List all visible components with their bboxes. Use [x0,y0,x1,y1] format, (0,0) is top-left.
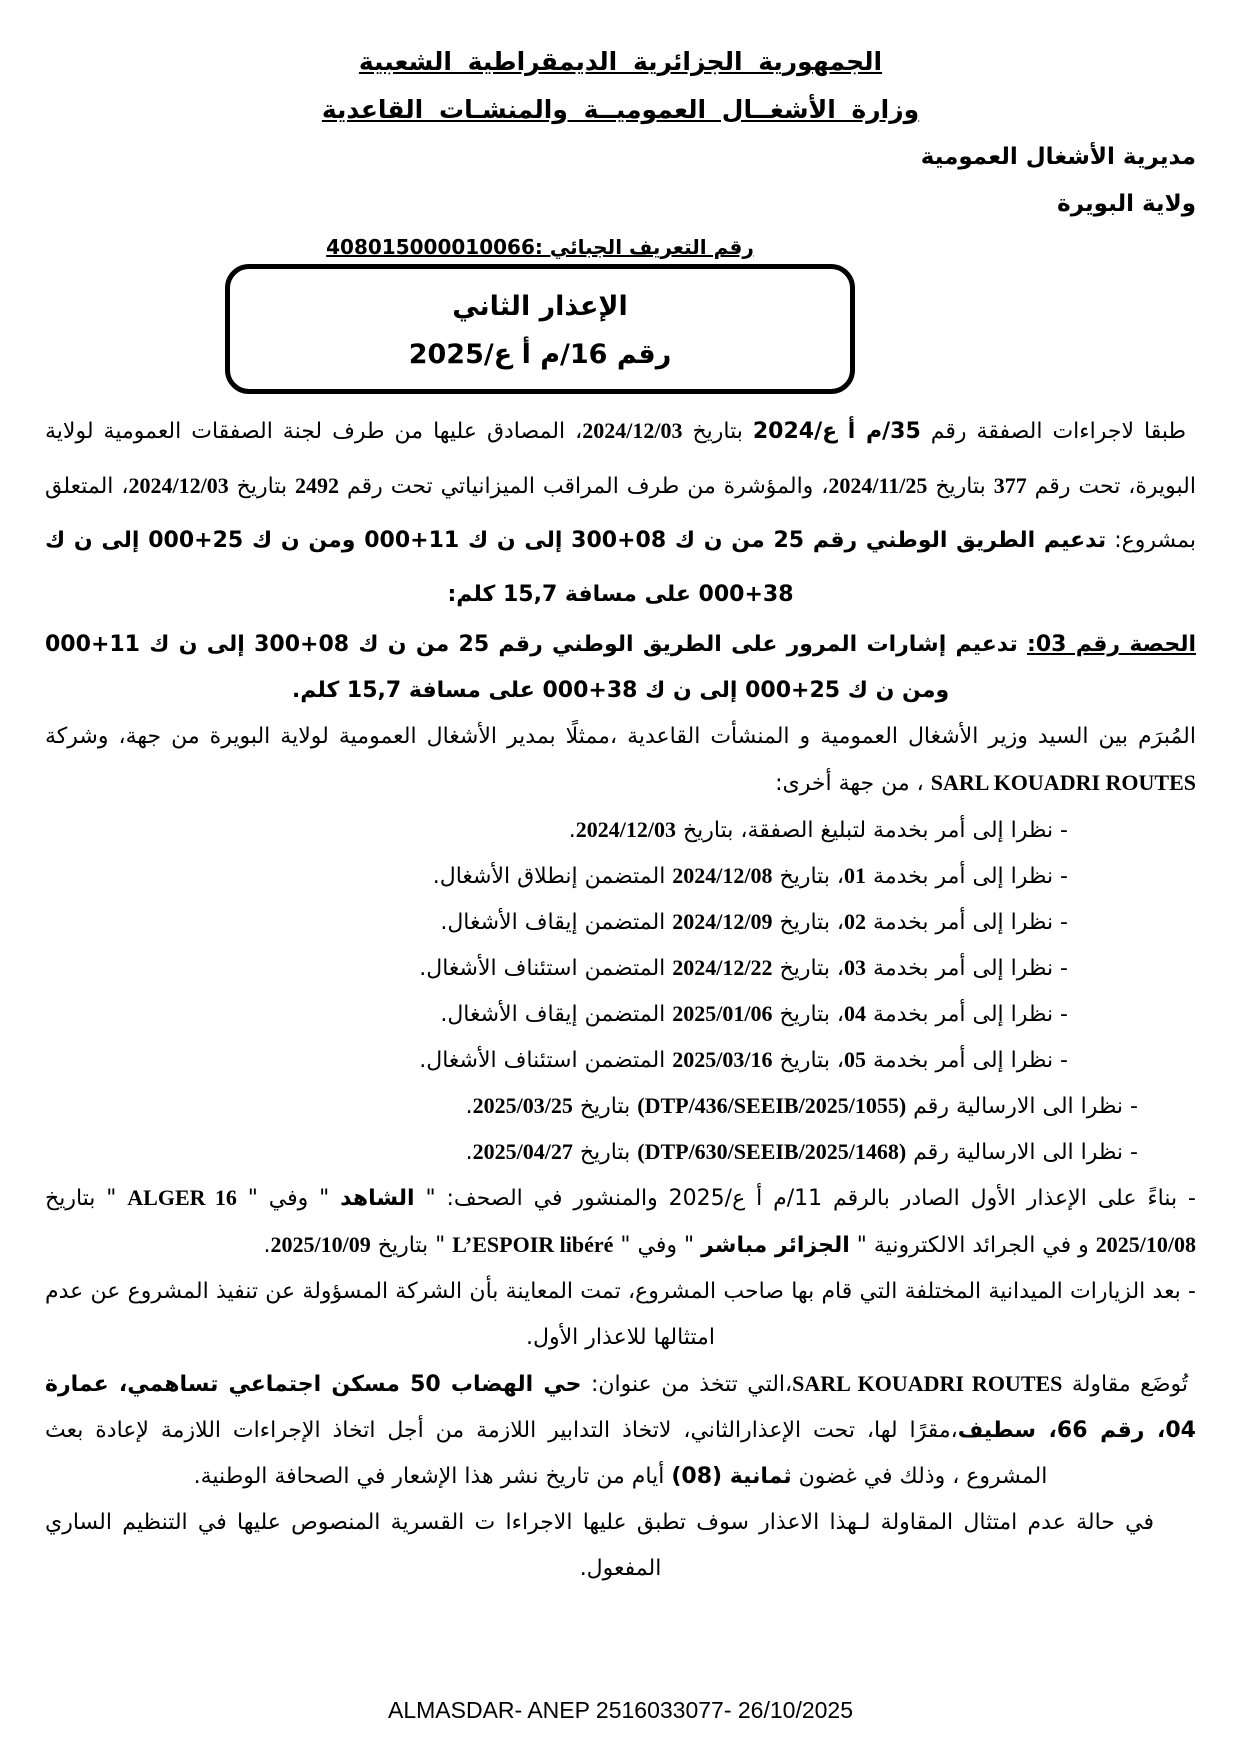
date-value: 2024/12/03 [128,473,229,498]
text-segment: - نظرا إلى أمر بخدمة [866,1002,1068,1027]
text-segment: - نظرا الى الارسالية رقم [906,1140,1138,1165]
tax-id-line [225,232,855,262]
injunction-paragraph [45,1361,1196,1500]
service-order-item [45,853,1068,899]
newspaper-name: الجزائر مباشر [701,1233,850,1258]
first-notice-paragraph [45,1175,1196,1269]
text-segment: - نظرا إلى أمر بخدمة لتبليغ الصفقة، بتاريخ [675,818,1068,843]
order-date: 2024/12/03 [575,817,676,842]
date-value: 2024/12/03 [582,418,683,443]
company-name: SARL KOUADRI ROUTES [930,770,1196,795]
project-title: تدعيم الطريق الوطني رقم 25 من ن ك 08+300 إلى ن ك 11+000 ومن ن ك 25+000 إلى ن ك 38+000 على مسافة 15,7 كلم: [45,528,1107,607]
sanction-warning-paragraph: في حالة عدم امتثال المقاولة لـهذا الاعذار سوف تطبق عليها الاجراءا ت القسرية المنصوص عليها في التنظيم الساري المفعول. [45,1510,1154,1581]
text-segment: ، بتاريخ [772,956,845,981]
text-segment: - بناءً على الإعذار الأول الصادر بالرقم 11/م أ ع/2025 والمنشور في الصحف: " [414,1186,1196,1211]
text-segment: " بتاريخ [45,1186,128,1211]
text-segment: . [263,1233,271,1258]
service-order-item [45,945,1068,991]
text-segment: " وفي " [236,1186,341,1211]
notice-box [225,264,855,394]
letter-reference-item [45,1129,1138,1175]
text-segment: " وفي " [613,1233,702,1258]
lot-number-label: الحصة رقم 03: [1027,632,1196,657]
service-order-item [45,1037,1068,1083]
text-segment: ،التي تتخذ من عنوان: [581,1372,793,1397]
newspaper-name: L’ESPOIR libéré [452,1232,614,1257]
header-ministry-text: وزارة الأشغــال العموميــة والمنشـات القاعدية [321,95,920,124]
directorate-line: مديرية الأشغال العمومية [920,144,1196,170]
text-segment: - نظرا الى الارسالية رقم [906,1094,1138,1119]
newspaper-name: ALGER 16 [127,1185,237,1210]
service-order-item [45,807,1068,853]
order-date: 2025/01/06 [672,1001,773,1026]
text-segment: - نظرا إلى أمر بخدمة [866,1048,1068,1073]
text-segment: ، من جهة أخرى: [775,771,931,796]
controller-number: 2492 [295,473,340,498]
notice-box-column [225,232,855,394]
text-segment: و في الجرائد الالكترونية " [849,1233,1096,1258]
text-segment: - نظرا إلى أمر بخدمة [866,956,1068,981]
text-segment: ، المصادق عليها من طرف لجنة الصفقات العمومية لولاية البويرة، تحت رقم [45,419,1196,499]
order-number: 02 [844,909,867,934]
text-segment: " بتاريخ [370,1233,453,1258]
lot-paragraph [45,622,1196,714]
text-segment: . [465,1140,473,1165]
letter-reference: (1468/DTP/630/SEEIB/2025) [637,1139,907,1164]
text-segment: ، بتاريخ [772,864,845,889]
order-number: 01 [844,863,867,888]
text-segment: المتضمن إيقاف الأشغال. [440,910,673,935]
anep-footer: ALMASDAR- ANEP 2516033077- 26/10/2025 [388,1697,853,1723]
text-segment: بتاريخ [572,1140,638,1165]
text-segment: المتضمن إنطلاق الأشغال. [432,864,673,889]
text-segment: المُبرَم بين السيد وزير الأشغال العمومية و المنشأت القاعدية ،ممثلًا بمدير الأشغال العمومية لولاية البويرة من جهة، وشركة [45,724,1196,749]
service-order-item [45,899,1068,945]
letter-reference: (1055/DTP/436/SEEIB/2025) [637,1093,907,1118]
order-date: 2025/03/16 [672,1047,773,1072]
order-number: 04 [844,1001,867,1026]
text-segment: المتضمن إيقاف الأشغال. [440,1002,673,1027]
text-segment: . [568,818,576,843]
order-date: 2024/12/09 [672,909,773,934]
text-segment: ، المتعلق بمشروع: [45,474,1196,553]
text-segment: تُوضَع مقاولة [1062,1372,1188,1397]
site-visits-paragraph: - بعد الزيارات الميدانية المختلفة التي قام بها صاحب المشروع، تمت المعاينة بأن الشركة المسؤولة عن تنفيذ المشروع عن عدم امتثالها للاعذار الأول. [45,1279,1196,1350]
tax-id-text: رقم التعريف الجبائي :408015000010066 [326,235,754,259]
text-segment: طبقا لاجراءات الصفقة رقم [920,419,1186,444]
text-segment: ، والمؤشرة من طرف المراقب الميزانياتي تحت رقم [339,474,829,499]
deadline-days: ثمانية (08) [671,1464,792,1489]
approval-number: 377 [993,473,1027,498]
contract-number: 35/م أ ع/2024 [752,419,921,444]
company-address: حي الهضاب 50 مسكن اجتماعي تساهمي، عمارة 04، رقم 66، سطيف [45,1372,1196,1443]
contract-intro-paragraph [45,404,1196,622]
letter-date: 2025/04/27 [472,1139,573,1164]
letter-reference-item [45,1083,1138,1129]
text-segment: ،مقرًا لها، تحت الإعذارالثاني، لاتخاذ التدابير اللازمة من أجل اتخاذ الإجراءات اللازمة لإعادة بعث المشروع ، وذلك في غضون [45,1418,1048,1489]
text-segment: - نظرا إلى أمر بخدمة [866,910,1068,935]
header-country [45,38,1196,86]
parties-paragraph [45,714,1196,807]
header-ministry [45,86,1196,134]
company-name: SARL KOUADRI ROUTES [792,1371,1063,1396]
lot-description: تدعيم إشارات المرور على الطريق الوطني رقم 25 من ن ك 08+300 إلى ن ك 11+000 ومن ن ك 25+000 إلى ن ك 38+000 على مسافة 15,7 كلم. [45,632,1028,703]
date-value: 2024/11/25 [828,473,928,498]
order-number: 03 [844,955,867,980]
header-country-text: الجمهورية الجزائرية الديمقراطية الشعبية [358,47,883,76]
publication-date: 2025/10/08 [1095,1232,1196,1257]
letter-date: 2025/03/25 [472,1093,573,1118]
wilaya-line: ولاية البويرة [1057,191,1196,217]
service-order-item [45,991,1068,1037]
text-segment: المتضمن استئناف الأشغال. [419,956,673,981]
order-number: 05 [844,1047,867,1072]
text-segment: بتاريخ [572,1094,638,1119]
order-date: 2024/12/08 [672,863,773,888]
text-segment: أيام من تاريخ نشر هذا الإشعار في الصحافة الوطنية. [193,1464,672,1489]
service-orders-list [45,807,1196,1175]
text-segment: ، بتاريخ [772,910,845,935]
text-segment: ، بتاريخ [772,1048,845,1073]
text-segment: . [465,1094,473,1119]
text-segment: بتاريخ [228,474,296,499]
order-date: 2024/12/22 [672,955,773,980]
text-segment: بتاريخ [927,474,994,499]
publication-date: 2025/10/09 [270,1232,371,1257]
notice-title: الإعذار الثاني [452,291,628,322]
text-segment: بتاريخ [682,419,753,444]
text-segment: - نظرا إلى أمر بخدمة [866,864,1068,889]
notice-number: رقم 16/م أ ع/2025 [408,339,672,370]
text-segment: ، بتاريخ [772,1002,845,1027]
newspaper-name: الشاهد [340,1186,415,1211]
text-segment: المتضمن استئناف الأشغال. [419,1048,673,1073]
